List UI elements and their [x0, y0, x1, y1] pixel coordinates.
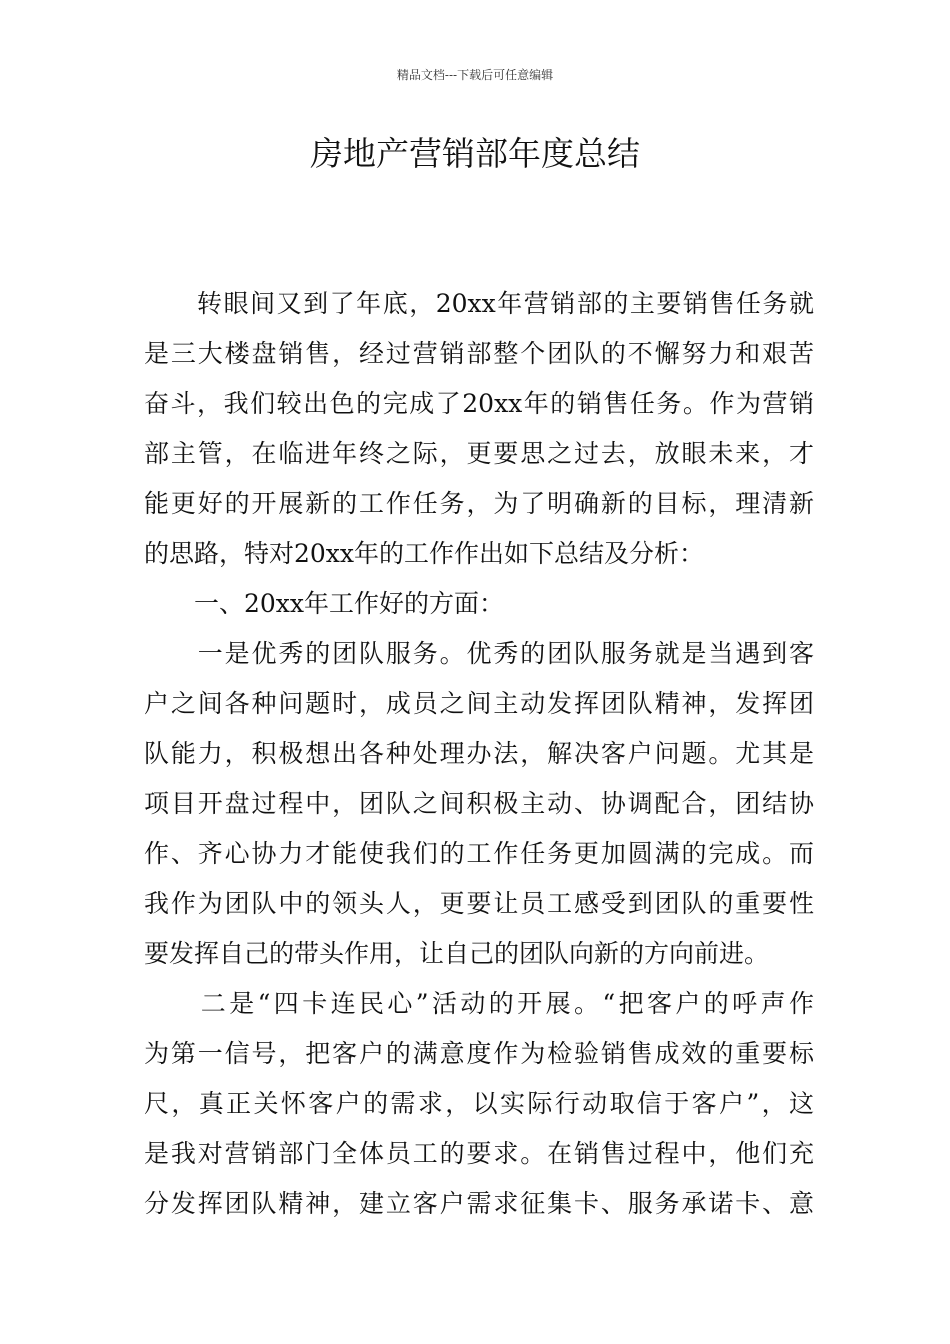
body-line: 为第一信号，把客户的满意度作为检验销售成效的重要标	[144, 1039, 814, 1068]
body-line: 要发挥自己的带头作用，让自己的团队向新的方向前进。	[144, 939, 770, 968]
body-line: 我作为团队中的领头人，更要让员工感受到团队的重要性	[144, 889, 814, 918]
body-line: 能更好的开展新的工作任务，为了明确新的目标，理清新	[144, 489, 814, 518]
body-line: 的思路，特对20xx年的工作作出如下总结及分析：	[144, 539, 705, 568]
body-line: 项目开盘过程中，团队之间积极主动、协调配合，团结协	[144, 789, 814, 818]
body-line: 尺，真正关怀客户的需求，以实际行动取信于客户”，这	[144, 1089, 814, 1118]
body-line: 一是优秀的团队服务。优秀的团队服务就是当遇到客	[144, 639, 814, 668]
body-line: 部主管，在临进年终之际，更要思之过去，放眼未来，才	[144, 439, 814, 468]
body-line: 队能力，积极想出各种处理办法，解决客户问题。尤其是	[144, 739, 814, 768]
document-title: 房地产营销部年度总结	[310, 134, 640, 173]
body-line: 是我对营销部门全体员工的要求。在销售过程中，他们充	[144, 1139, 814, 1168]
document-body	[144, 279, 814, 1229]
body-line: 分发挥团队精神，建立客户需求征集卡、服务承诺卡、意	[144, 1189, 814, 1218]
body-line: 奋斗，我们较出色的完成了20xx年的销售任务。作为营销	[144, 389, 814, 418]
body-line: 作、齐心协力才能使我们的工作任务更加圆满的完成。而	[144, 839, 814, 868]
body-line: 二是“四卡连民心”活动的开展。“把客户的呼声作	[144, 989, 814, 1018]
body-line: 是三大楼盘销售，经过营销部整个团队的不懈努力和艰苦	[144, 339, 814, 368]
header-note: 精品文档---下载后可任意编辑	[396, 68, 554, 82]
section-heading: 一、20xx年工作好的方面：	[144, 589, 505, 618]
body-line: 户之间各种问题时，成员之间主动发挥团队精神，发挥团	[144, 689, 814, 718]
body-line: 转眼间又到了年底，20xx年营销部的主要销售任务就	[144, 289, 814, 318]
